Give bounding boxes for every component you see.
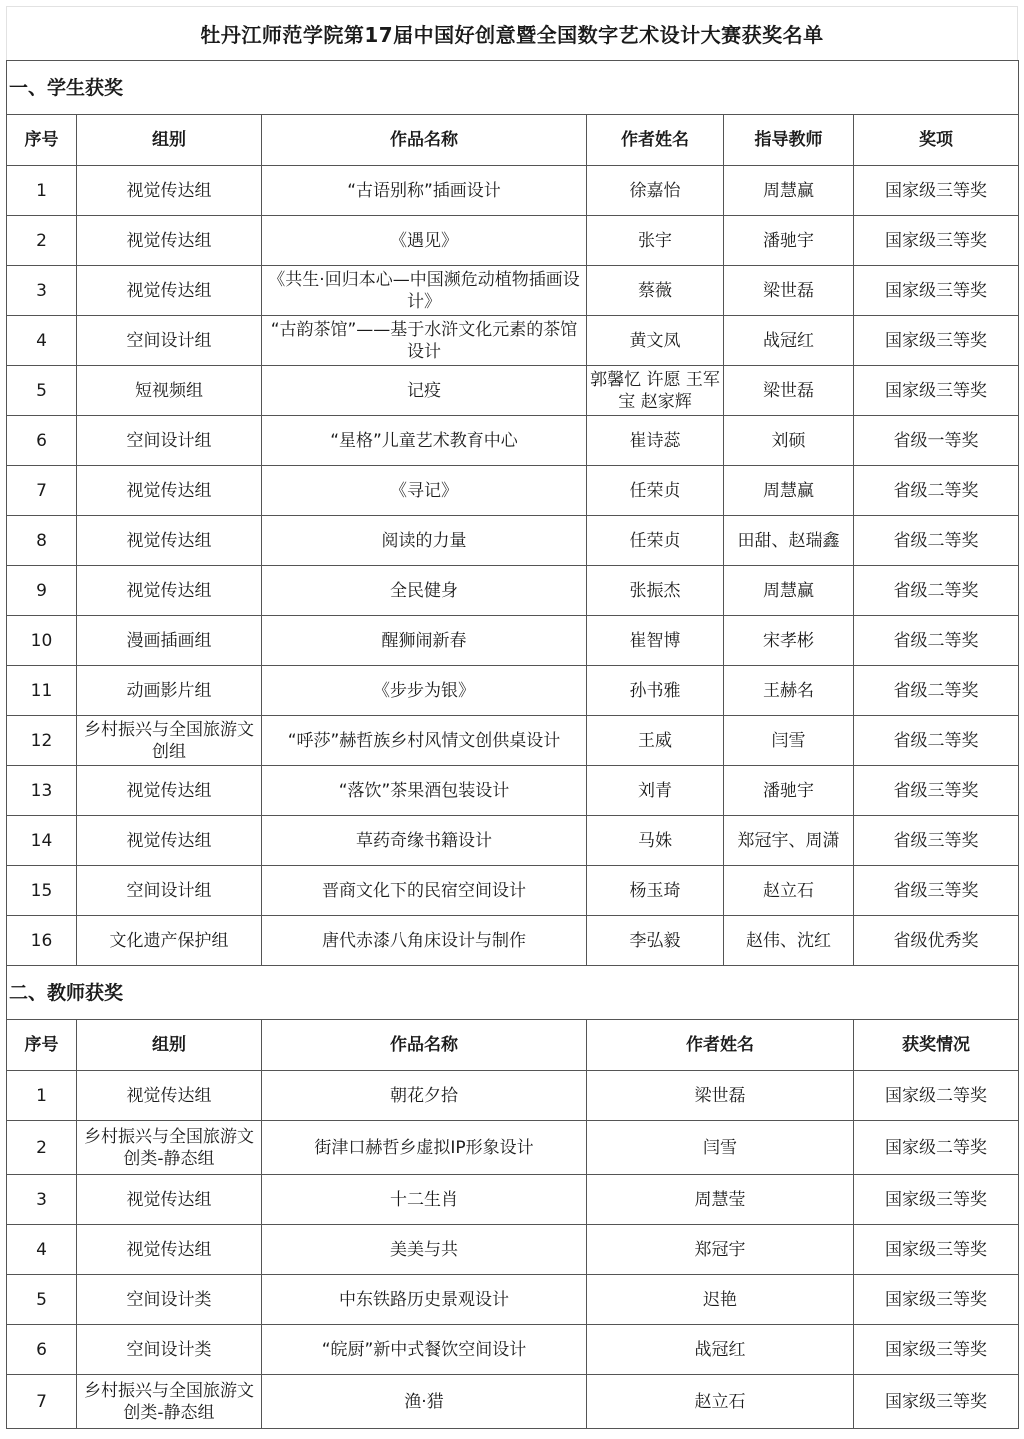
row-number: 1 [7, 166, 77, 216]
advisor-cell: 王赫名 [724, 666, 854, 716]
work-title-cell: 《遇见》 [262, 216, 587, 266]
work-title-cell: 美美与共 [262, 1225, 587, 1275]
author-cell: 刘青 [587, 766, 724, 816]
author-cell: 黄文凤 [587, 316, 724, 366]
teacher-awards-section [7, 966, 1019, 1429]
row-number: 11 [7, 666, 77, 716]
student-table-row [7, 916, 1019, 966]
advisor-cell: 宋孝彬 [724, 616, 854, 666]
advisor-cell: 周慧赢 [724, 166, 854, 216]
row-number: 6 [7, 416, 77, 466]
teacher-table-row [7, 1225, 1019, 1275]
award-cell: 国家级二等奖 [854, 1121, 1019, 1175]
award-cell: 国家级三等奖 [854, 366, 1019, 416]
work-title-cell: “落饮”茶果酒包装设计 [262, 766, 587, 816]
student-table-row [7, 766, 1019, 816]
work-title-cell: 街津口赫哲乡虚拟IP形象设计 [262, 1121, 587, 1175]
row-number: 4 [7, 316, 77, 366]
work-title-cell: 《步步为银》 [262, 666, 587, 716]
group-cell: 视觉传达组 [77, 466, 262, 516]
advisor-cell: 郑冠宇、周潇 [724, 816, 854, 866]
work-title-cell: 全民健身 [262, 566, 587, 616]
row-number: 15 [7, 866, 77, 916]
student-table-row [7, 216, 1019, 266]
work-title-cell: 唐代赤漆八角床设计与制作 [262, 916, 587, 966]
student-table-row [7, 616, 1019, 666]
group-cell: 空间设计组 [77, 416, 262, 466]
work-title-cell: “呼莎”赫哲族乡村风情文创供桌设计 [262, 716, 587, 766]
group-cell: 视觉传达组 [77, 1175, 262, 1225]
author-cell: 任荣贞 [587, 466, 724, 516]
group-cell: 视觉传达组 [77, 566, 262, 616]
student-table-row [7, 416, 1019, 466]
award-cell: 国家级三等奖 [854, 1325, 1019, 1375]
author-cell: 赵立石 [587, 1375, 854, 1429]
col-header-no: 序号 [7, 115, 77, 166]
author-cell: 任荣贞 [587, 516, 724, 566]
col-header-work: 作品名称 [262, 1020, 587, 1071]
advisor-cell: 田甜、赵瑞鑫 [724, 516, 854, 566]
student-table-row [7, 166, 1019, 216]
row-number: 9 [7, 566, 77, 616]
award-cell: 省级二等奖 [854, 566, 1019, 616]
row-number: 10 [7, 616, 77, 666]
col-header-advisor: 指导教师 [724, 115, 854, 166]
group-cell: 视觉传达组 [77, 766, 262, 816]
award-cell: 省级二等奖 [854, 716, 1019, 766]
author-cell: 马姝 [587, 816, 724, 866]
work-title-cell: “古韵茶馆”——基于水浒文化元素的茶馆设计 [262, 316, 587, 366]
teacher-table-row [7, 1275, 1019, 1325]
work-title-cell: 记疫 [262, 366, 587, 416]
row-number: 7 [7, 466, 77, 516]
author-cell: 迟艳 [587, 1275, 854, 1325]
teacher-table-row [7, 1071, 1019, 1121]
award-cell: 省级三等奖 [854, 866, 1019, 916]
student-table-header [7, 115, 1019, 166]
group-cell: 视觉传达组 [77, 266, 262, 316]
work-title-cell: 《寻记》 [262, 466, 587, 516]
col-header-author: 作者姓名 [587, 1020, 854, 1071]
work-title-cell: 醒狮闹新春 [262, 616, 587, 666]
award-table [6, 60, 1019, 1429]
student-awards-section [7, 61, 1019, 966]
group-cell: 视觉传达组 [77, 216, 262, 266]
row-number: 3 [7, 266, 77, 316]
teacher-table-row [7, 1121, 1019, 1175]
group-cell: 空间设计组 [77, 316, 262, 366]
group-cell: 乡村振兴与全国旅游文创组 [77, 716, 262, 766]
author-cell: 崔智博 [587, 616, 724, 666]
row-number: 16 [7, 916, 77, 966]
author-cell: 杨玉琦 [587, 866, 724, 916]
award-cell: 国家级三等奖 [854, 1175, 1019, 1225]
group-cell: 空间设计组 [77, 866, 262, 916]
row-number: 6 [7, 1325, 77, 1375]
student-table-row [7, 466, 1019, 516]
author-cell: 郭馨忆 许愿 王军宝 赵家辉 [587, 366, 724, 416]
student-table-row [7, 266, 1019, 316]
author-cell: 张振杰 [587, 566, 724, 616]
advisor-cell: 战冠红 [724, 316, 854, 366]
award-cell: 省级优秀奖 [854, 916, 1019, 966]
author-cell: 闫雪 [587, 1121, 854, 1175]
row-number: 5 [7, 1275, 77, 1325]
author-cell: 张宇 [587, 216, 724, 266]
work-title-cell: 中东铁路历史景观设计 [262, 1275, 587, 1325]
advisor-cell: 潘驰宇 [724, 216, 854, 266]
advisor-cell: 梁世磊 [724, 366, 854, 416]
award-cell: 国家级三等奖 [854, 166, 1019, 216]
col-header-award: 获奖情况 [854, 1020, 1019, 1071]
col-header-work: 作品名称 [262, 115, 587, 166]
advisor-cell: 刘硕 [724, 416, 854, 466]
row-number: 2 [7, 216, 77, 266]
author-cell: 徐嘉怡 [587, 166, 724, 216]
author-cell: 王威 [587, 716, 724, 766]
student-table-row [7, 316, 1019, 366]
group-cell: 视觉传达组 [77, 1225, 262, 1275]
group-cell: 文化遗产保护组 [77, 916, 262, 966]
group-cell: 视觉传达组 [77, 166, 262, 216]
work-title-cell: “古语别称”插画设计 [262, 166, 587, 216]
student-table-row [7, 366, 1019, 416]
award-cell: 国家级三等奖 [854, 1275, 1019, 1325]
work-title-cell: 草药奇缘书籍设计 [262, 816, 587, 866]
award-cell: 省级二等奖 [854, 516, 1019, 566]
teacher-table-row [7, 1175, 1019, 1225]
work-title-cell: 渔·猎 [262, 1375, 587, 1429]
award-cell: 省级二等奖 [854, 616, 1019, 666]
award-cell: 省级一等奖 [854, 416, 1019, 466]
row-number: 2 [7, 1121, 77, 1175]
group-cell: 动画影片组 [77, 666, 262, 716]
advisor-cell: 赵立石 [724, 866, 854, 916]
student-table-row [7, 816, 1019, 866]
work-title-cell: 十二生肖 [262, 1175, 587, 1225]
group-cell: 视觉传达组 [77, 1071, 262, 1121]
award-cell: 国家级三等奖 [854, 266, 1019, 316]
group-cell: 视觉传达组 [77, 516, 262, 566]
group-cell: 视觉传达组 [77, 816, 262, 866]
work-title-cell: “星格”儿童艺术教育中心 [262, 416, 587, 466]
student-section-heading: 一、学生获奖 [7, 61, 1019, 115]
row-number: 4 [7, 1225, 77, 1275]
award-cell: 国家级三等奖 [854, 316, 1019, 366]
author-cell: 战冠红 [587, 1325, 854, 1375]
group-cell: 乡村振兴与全国旅游文创类-静态组 [77, 1375, 262, 1429]
col-header-group: 组别 [77, 1020, 262, 1071]
col-header-group: 组别 [77, 115, 262, 166]
work-title-cell: 晋商文化下的民宿空间设计 [262, 866, 587, 916]
advisor-cell: 梁世磊 [724, 266, 854, 316]
group-cell: 空间设计类 [77, 1275, 262, 1325]
col-header-author: 作者姓名 [587, 115, 724, 166]
award-cell: 国家级三等奖 [854, 1375, 1019, 1429]
student-table-row [7, 866, 1019, 916]
group-cell: 乡村振兴与全国旅游文创类-静态组 [77, 1121, 262, 1175]
award-list-document [6, 6, 1018, 1429]
student-table-row [7, 516, 1019, 566]
work-title-cell: “皖厨”新中式餐饮空间设计 [262, 1325, 587, 1375]
row-number: 8 [7, 516, 77, 566]
award-cell: 国家级三等奖 [854, 216, 1019, 266]
advisor-cell: 闫雪 [724, 716, 854, 766]
row-number: 1 [7, 1071, 77, 1121]
teacher-table-row [7, 1325, 1019, 1375]
teacher-section-heading: 二、教师获奖 [7, 966, 1019, 1020]
award-cell: 省级三等奖 [854, 816, 1019, 866]
document-title: 牡丹江师范学院第17届中国好创意暨全国数字艺术设计大赛获奖名单 [6, 6, 1018, 60]
author-cell: 李弘毅 [587, 916, 724, 966]
row-number: 14 [7, 816, 77, 866]
award-cell: 国家级三等奖 [854, 1225, 1019, 1275]
row-number: 12 [7, 716, 77, 766]
author-cell: 梁世磊 [587, 1071, 854, 1121]
work-title-cell: 阅读的力量 [262, 516, 587, 566]
row-number: 3 [7, 1175, 77, 1225]
col-header-no: 序号 [7, 1020, 77, 1071]
teacher-table-row [7, 1375, 1019, 1429]
award-cell: 国家级二等奖 [854, 1071, 1019, 1121]
advisor-cell: 周慧赢 [724, 466, 854, 516]
author-cell: 蔡薇 [587, 266, 724, 316]
group-cell: 漫画插画组 [77, 616, 262, 666]
award-cell: 省级二等奖 [854, 466, 1019, 516]
row-number: 7 [7, 1375, 77, 1429]
student-table-row [7, 666, 1019, 716]
author-cell: 孙书雅 [587, 666, 724, 716]
row-number: 5 [7, 366, 77, 416]
award-cell: 省级三等奖 [854, 766, 1019, 816]
work-title-cell: 朝花夕拾 [262, 1071, 587, 1121]
row-number: 13 [7, 766, 77, 816]
author-cell: 郑冠宇 [587, 1225, 854, 1275]
student-table-row [7, 566, 1019, 616]
advisor-cell: 周慧赢 [724, 566, 854, 616]
award-cell: 省级二等奖 [854, 666, 1019, 716]
group-cell: 空间设计类 [77, 1325, 262, 1375]
author-cell: 崔诗蕊 [587, 416, 724, 466]
advisor-cell: 潘驰宇 [724, 766, 854, 816]
teacher-table-header [7, 1020, 1019, 1071]
author-cell: 周慧莹 [587, 1175, 854, 1225]
advisor-cell: 赵伟、沈红 [724, 916, 854, 966]
col-header-award: 奖项 [854, 115, 1019, 166]
student-table-row [7, 716, 1019, 766]
group-cell: 短视频组 [77, 366, 262, 416]
work-title-cell: 《共生·回归本心—中国濒危动植物插画设计》 [262, 266, 587, 316]
